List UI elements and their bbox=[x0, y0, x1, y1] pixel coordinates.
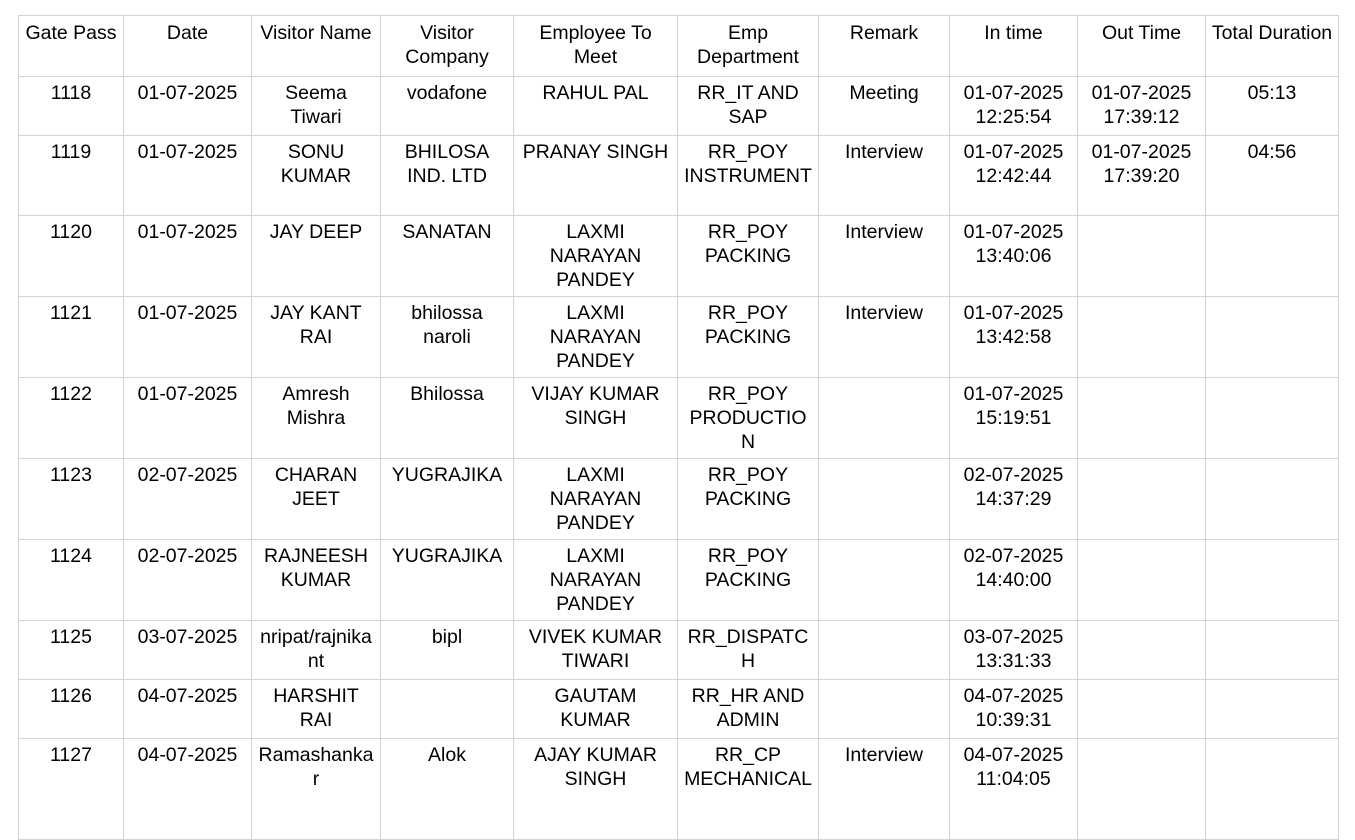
table-row[interactable] bbox=[19, 77, 1339, 136]
cell-visitor-company bbox=[381, 680, 514, 739]
cell-visitor-company: bhilossa naroli bbox=[381, 297, 514, 378]
cell-emp-department: RR_CP MECHANICAL bbox=[678, 739, 819, 840]
cell-gate-pass: 1127 bbox=[19, 739, 124, 840]
cell-remark: Meeting bbox=[819, 77, 950, 136]
cell-visitor-company: bipl bbox=[381, 621, 514, 680]
table-row[interactable] bbox=[19, 378, 1339, 459]
cell-date: 01-07-2025 bbox=[124, 216, 252, 297]
table-row[interactable] bbox=[19, 459, 1339, 540]
cell-out-time bbox=[1078, 378, 1206, 459]
cell-emp-department: RR_DISPATCH bbox=[678, 621, 819, 680]
cell-employee-to-meet: VIVEK KUMAR TIWARI bbox=[514, 621, 678, 680]
cell-visitor-company: SANATAN bbox=[381, 216, 514, 297]
cell-total-duration bbox=[1206, 680, 1339, 739]
table-row[interactable] bbox=[19, 621, 1339, 680]
cell-employee-to-meet: PRANAY SINGH bbox=[514, 136, 678, 216]
cell-date: 02-07-2025 bbox=[124, 540, 252, 621]
cell-out-time bbox=[1078, 680, 1206, 739]
cell-in-time: 01-07-2025 13:42:58 bbox=[950, 297, 1078, 378]
cell-out-time bbox=[1078, 540, 1206, 621]
table-row[interactable] bbox=[19, 680, 1339, 739]
cell-total-duration: 05:13 bbox=[1206, 77, 1339, 136]
column-header-date[interactable]: Date bbox=[124, 16, 252, 77]
cell-visitor-name: Ramashankar bbox=[252, 739, 381, 840]
cell-in-time: 01-07-2025 13:40:06 bbox=[950, 216, 1078, 297]
cell-employee-to-meet: AJAY KUMAR SINGH bbox=[514, 739, 678, 840]
cell-in-time: 04-07-2025 11:04:05 bbox=[950, 739, 1078, 840]
cell-date: 04-07-2025 bbox=[124, 739, 252, 840]
cell-total-duration bbox=[1206, 378, 1339, 459]
cell-emp-department: RR_POY PACKING bbox=[678, 216, 819, 297]
cell-out-time: 01-07-2025 17:39:12 bbox=[1078, 77, 1206, 136]
cell-remark: Interview bbox=[819, 739, 950, 840]
cell-out-time bbox=[1078, 739, 1206, 840]
cell-visitor-company: YUGRAJIKA bbox=[381, 459, 514, 540]
table-row[interactable] bbox=[19, 739, 1339, 840]
cell-visitor-company: YUGRAJIKA bbox=[381, 540, 514, 621]
cell-total-duration bbox=[1206, 216, 1339, 297]
cell-remark: Interview bbox=[819, 216, 950, 297]
cell-total-duration bbox=[1206, 459, 1339, 540]
cell-date: 01-07-2025 bbox=[124, 378, 252, 459]
cell-gate-pass: 1119 bbox=[19, 136, 124, 216]
cell-employee-to-meet: GAUTAM KUMAR bbox=[514, 680, 678, 739]
table-row[interactable] bbox=[19, 297, 1339, 378]
cell-in-time: 04-07-2025 10:39:31 bbox=[950, 680, 1078, 739]
column-header-visitor-name[interactable]: Visitor Name bbox=[252, 16, 381, 77]
column-header-total-duration[interactable]: Total Duration bbox=[1206, 16, 1339, 77]
cell-out-time bbox=[1078, 459, 1206, 540]
table-header-row bbox=[19, 16, 1339, 77]
cell-date: 02-07-2025 bbox=[124, 459, 252, 540]
table-row[interactable] bbox=[19, 216, 1339, 297]
cell-visitor-name: RAJNEESH KUMAR bbox=[252, 540, 381, 621]
cell-gate-pass: 1126 bbox=[19, 680, 124, 739]
column-header-emp-department[interactable]: Emp Department bbox=[678, 16, 819, 77]
cell-gate-pass: 1123 bbox=[19, 459, 124, 540]
cell-remark: Interview bbox=[819, 297, 950, 378]
cell-gate-pass: 1122 bbox=[19, 378, 124, 459]
cell-in-time: 01-07-2025 12:25:54 bbox=[950, 77, 1078, 136]
table-row[interactable] bbox=[19, 136, 1339, 216]
visitor-gate-pass-table bbox=[18, 15, 1339, 840]
cell-emp-department: RR_POY PRODUCTION bbox=[678, 378, 819, 459]
cell-employee-to-meet: LAXMI NARAYAN PANDEY bbox=[514, 297, 678, 378]
cell-visitor-name: CHARAN JEET bbox=[252, 459, 381, 540]
cell-emp-department: RR_POY PACKING bbox=[678, 297, 819, 378]
cell-out-time bbox=[1078, 216, 1206, 297]
cell-visitor-name: JAY KANT RAI bbox=[252, 297, 381, 378]
cell-gate-pass: 1118 bbox=[19, 77, 124, 136]
cell-in-time: 02-07-2025 14:40:00 bbox=[950, 540, 1078, 621]
cell-gate-pass: 1124 bbox=[19, 540, 124, 621]
table-body bbox=[19, 77, 1339, 840]
column-header-visitor-company[interactable]: Visitor Company bbox=[381, 16, 514, 77]
cell-emp-department: RR_POY PACKING bbox=[678, 540, 819, 621]
cell-remark bbox=[819, 378, 950, 459]
cell-date: 01-07-2025 bbox=[124, 136, 252, 216]
cell-remark bbox=[819, 621, 950, 680]
cell-visitor-name: Seema Tiwari bbox=[252, 77, 381, 136]
cell-employee-to-meet: LAXMI NARAYAN PANDEY bbox=[514, 459, 678, 540]
cell-gate-pass: 1125 bbox=[19, 621, 124, 680]
cell-date: 03-07-2025 bbox=[124, 621, 252, 680]
cell-total-duration bbox=[1206, 297, 1339, 378]
cell-visitor-name: nripat/rajnikant bbox=[252, 621, 381, 680]
cell-employee-to-meet: RAHUL PAL bbox=[514, 77, 678, 136]
table-row[interactable] bbox=[19, 540, 1339, 621]
cell-total-duration bbox=[1206, 540, 1339, 621]
cell-employee-to-meet: VIJAY KUMAR SINGH bbox=[514, 378, 678, 459]
cell-remark bbox=[819, 459, 950, 540]
cell-remark bbox=[819, 680, 950, 739]
cell-employee-to-meet: LAXMI NARAYAN PANDEY bbox=[514, 540, 678, 621]
cell-visitor-name: HARSHIT RAI bbox=[252, 680, 381, 739]
cell-remark bbox=[819, 540, 950, 621]
cell-date: 04-07-2025 bbox=[124, 680, 252, 739]
column-header-in-time[interactable]: In time bbox=[950, 16, 1078, 77]
cell-visitor-company: Alok bbox=[381, 739, 514, 840]
cell-employee-to-meet: LAXMI NARAYAN PANDEY bbox=[514, 216, 678, 297]
cell-date: 01-07-2025 bbox=[124, 77, 252, 136]
cell-out-time bbox=[1078, 297, 1206, 378]
cell-date: 01-07-2025 bbox=[124, 297, 252, 378]
cell-gate-pass: 1121 bbox=[19, 297, 124, 378]
table-head bbox=[19, 16, 1339, 77]
cell-emp-department: RR_POY PACKING bbox=[678, 459, 819, 540]
cell-emp-department: RR_HR AND ADMIN bbox=[678, 680, 819, 739]
cell-in-time: 03-07-2025 13:31:33 bbox=[950, 621, 1078, 680]
visitor-log-table-container bbox=[18, 15, 1338, 840]
column-header-employee-to-meet[interactable]: Employee To Meet bbox=[514, 16, 678, 77]
cell-emp-department: RR_IT AND SAP bbox=[678, 77, 819, 136]
cell-in-time: 01-07-2025 12:42:44 bbox=[950, 136, 1078, 216]
cell-visitor-company: BHILOSA IND. LTD bbox=[381, 136, 514, 216]
cell-gate-pass: 1120 bbox=[19, 216, 124, 297]
cell-visitor-company: Bhilossa bbox=[381, 378, 514, 459]
cell-total-duration: 04:56 bbox=[1206, 136, 1339, 216]
cell-visitor-name: JAY DEEP bbox=[252, 216, 381, 297]
cell-total-duration bbox=[1206, 739, 1339, 840]
cell-emp-department: RR_POY INSTRUMENT bbox=[678, 136, 819, 216]
cell-total-duration bbox=[1206, 621, 1339, 680]
column-header-remark[interactable]: Remark bbox=[819, 16, 950, 77]
cell-in-time: 02-07-2025 14:37:29 bbox=[950, 459, 1078, 540]
cell-visitor-company: vodafone bbox=[381, 77, 514, 136]
cell-visitor-name: SONU KUMAR bbox=[252, 136, 381, 216]
column-header-gate-pass[interactable]: Gate Pass bbox=[19, 16, 124, 77]
cell-in-time: 01-07-2025 15:19:51 bbox=[950, 378, 1078, 459]
column-header-out-time[interactable]: Out Time bbox=[1078, 16, 1206, 77]
cell-remark: Interview bbox=[819, 136, 950, 216]
cell-out-time: 01-07-2025 17:39:20 bbox=[1078, 136, 1206, 216]
cell-visitor-name: Amresh Mishra bbox=[252, 378, 381, 459]
cell-out-time bbox=[1078, 621, 1206, 680]
